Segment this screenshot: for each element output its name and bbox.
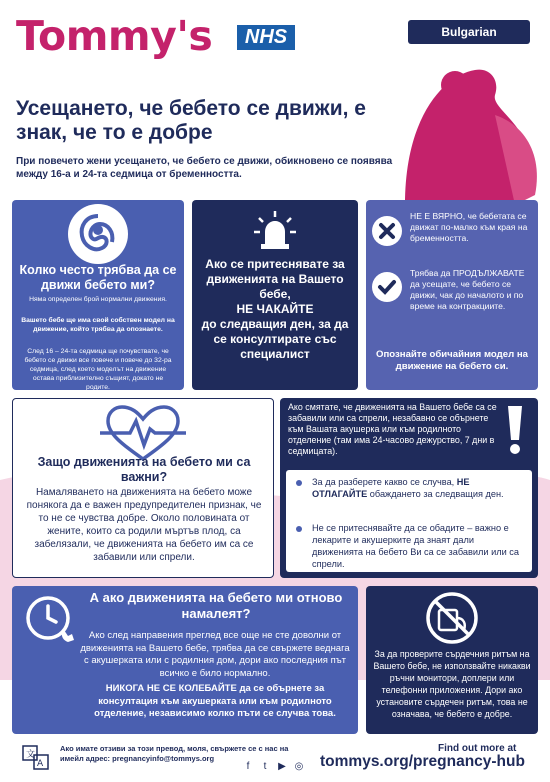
instagram-icon[interactable]: ◎ [294, 761, 304, 772]
box7-body: За да проверите сърдечния ритъм на Вашето бебе, не използвайте никакви ръчни монитори, доплери или телефонни приложения. Дори ако установите сърдечен ритъм, това не означава, че бебето е добре. [373, 649, 531, 719]
youtube-icon[interactable]: ▶ [278, 761, 286, 772]
twitter-icon[interactable]: t [263, 761, 267, 772]
nhs-logo: NHS [237, 25, 295, 50]
box2-dont-wait: НЕ ЧАКАЙТЕ [236, 302, 314, 316]
box2-line3: до следващия ден, за да се консултирате със специалист [201, 317, 349, 361]
language-badge: Bulgarian [408, 20, 530, 44]
box6-heading: А ако движенията на бебето ми отново намалеят? [89, 590, 343, 621]
pregnant-woman-illustration [395, 55, 550, 205]
box2-text [198, 257, 352, 362]
website-link[interactable]: tommys.org/pregnancy-hub [320, 753, 525, 770]
check-icon [372, 272, 402, 302]
translate-icon [22, 745, 50, 771]
heartbeat-icon [100, 403, 186, 463]
box3-false-text: НЕ Е ВЯРНО, че бебетата се движат по-малко към края на бременността. [410, 211, 528, 243]
box6-bold: НИКОГА НЕ СЕ КОЛЕБАЙТЕ да се обърнете за консултация към акушерката или към родилното отделение, независимо колко пъти се случва това. [94, 683, 336, 719]
bullet-dot [296, 526, 302, 532]
clock-phone-icon [24, 594, 78, 644]
box1-p3: След 16 – 24-та седмица ще почувствате, че бебето се движи все повече и повече до 32-ра седмица, след което моделът на движение остава приблизително същият, докато не родите. [24, 348, 172, 391]
feedback-text: Ако имате отзиви за този превод, моля, свържете се с нас на имейл адрес: pregnancyinfo@tommys.org [60, 744, 289, 763]
tommys-logo: Tommy's [16, 12, 213, 60]
page-title: Усещането, че бебето се движи, е знак, че то е добре [16, 97, 366, 144]
alarm-siren-icon [253, 210, 297, 250]
svg-text:文: 文 [26, 750, 36, 760]
box2-line1: Ако се притеснявате за движенията на Вашето бебе, [205, 257, 345, 301]
ultrasound-icon [68, 204, 128, 264]
box1-p1: Няма определен брой нормални движения. [29, 296, 167, 303]
no-doppler-icon [424, 590, 480, 646]
box5-bullet1-bold: НЕ ОТЛАГАЙТЕ [312, 477, 470, 499]
box5-bullet1-c: обаждането за следващия ден. [369, 489, 504, 499]
bullet-dot [296, 480, 302, 486]
svg-text:A: A [37, 759, 44, 769]
box3-footer: Опознайте обичайния модел на движение на бебето си. [376, 349, 528, 372]
exclamation-icon [504, 404, 526, 456]
intro-text: При повечето жени усещането, че бебето се движи, обикновено се появява между 16-а и 24-та седмица от бременността. [16, 156, 393, 180]
box5-bullet1-a: За да разберете какво се случва, [312, 477, 455, 487]
box4-heading: Защо движенията на бебето ми са важни? [37, 455, 251, 484]
find-more-label: Find out more at [438, 743, 517, 754]
box1-heading: Колко често трябва да се движи бебето ми? [19, 263, 177, 292]
box5-top-text: Ако смятате, че движенията на Вашето бебе са се забавили или са спрели, незабавно се обърнете към Вашата акушерка или към родилното отделение (там има 24-часово дежурство, 7 дни в седмицата). [288, 402, 497, 456]
social-icons [242, 756, 310, 774]
facebook-icon[interactable]: f [246, 761, 250, 772]
box5-bullet1 [312, 476, 524, 500]
box5-bullet2: Не се притеснявайте да се обадите – важно е лекарите и акушерките да знаят дали движенията на бебето Ви са се забавили или са спрели. [312, 523, 519, 569]
box4-body: Намаляването на движенията на бебето може понякога да е важен предупредителен признак, че то не се чувства добре. Около половината от жените, които са родили мъртъв плод, са забелязали, че движенията на бебето им са се забавили или спрели. [26, 487, 262, 563]
box3-true-text: Трябва да ПРОДЪЛЖАВАТЕ да усещате, че бебето се движи, чак до началото и по време на контракциите. [410, 268, 525, 311]
box6-body: Ако след направения преглед все още не сте доволни от движенията на Вашето бебе, трябва да се свържете веднага с акушерката или с родилния дом, дори ако последния път всичко е било нормално. [80, 630, 350, 679]
box1-p2: Вашето бебе ще има свой собствен модел на движение, който трябва да опознаете. [21, 317, 175, 333]
cross-icon [372, 216, 402, 246]
